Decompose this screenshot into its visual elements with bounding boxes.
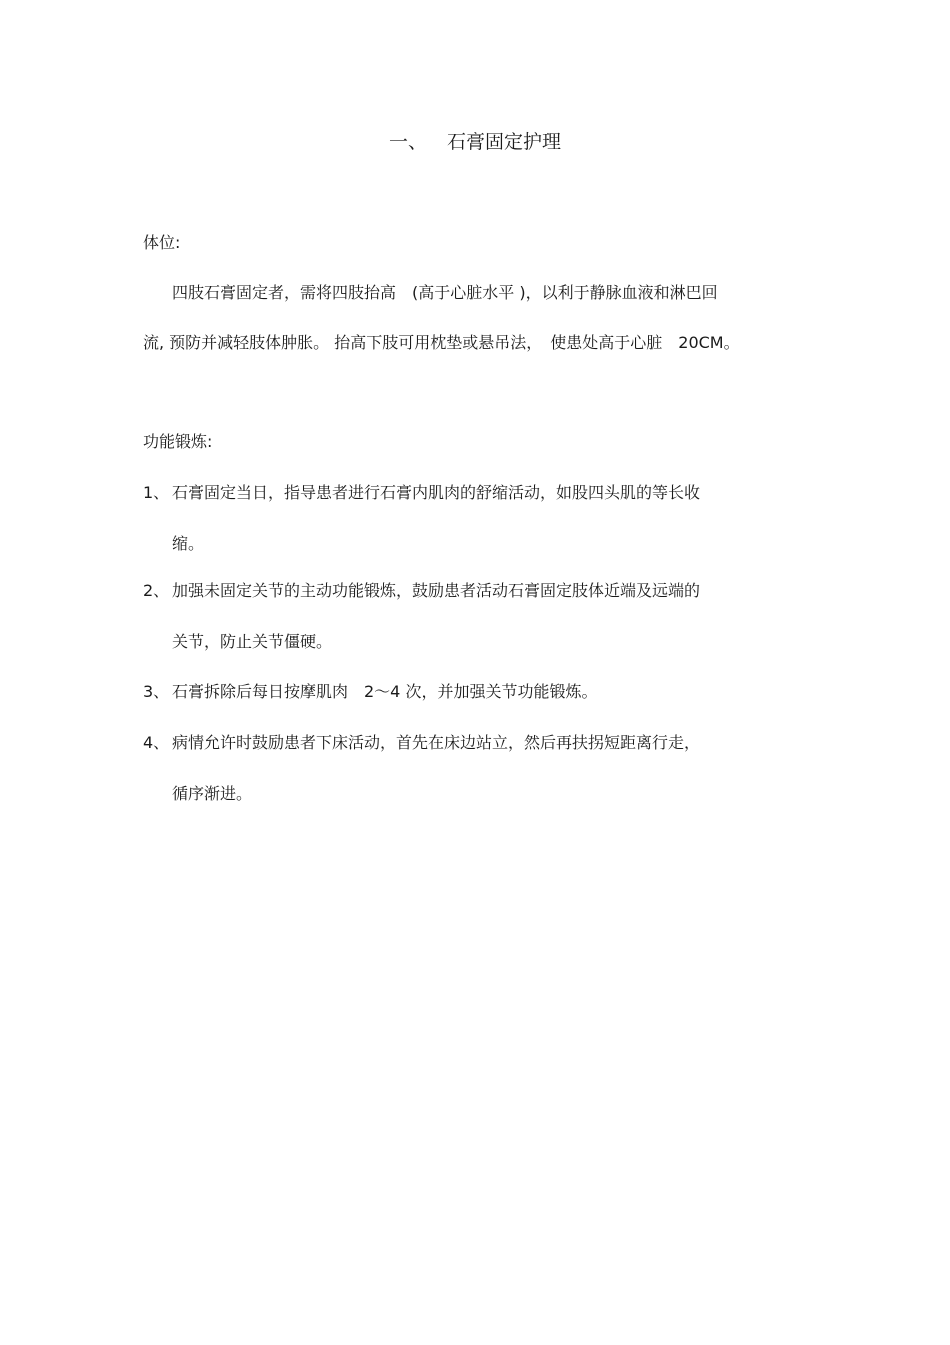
list-item-marker: 2、 — [143, 581, 170, 600]
title-number: 一、 — [388, 131, 427, 153]
list-item-marker: 3、 — [143, 682, 170, 701]
list-item — [143, 680, 823, 710]
list-item-line-2: 关节，防止关节僵硬。 — [172, 632, 333, 651]
position-paragraph-line-2: 流, 预防并减轻肢体肿胀。 抬高下肢可用枕垫或悬吊法， 使患处高于心脏 20CM。 — [143, 333, 740, 352]
list-item-marker: 1、 — [143, 483, 170, 502]
document-title — [0, 128, 950, 156]
position-paragraph — [143, 281, 823, 361]
position-paragraph-line-1: 四肢石膏固定者，需将四肢抬高 (高于心脏水平 )，以利于静脉血液和淋巴回 — [172, 283, 718, 302]
title-text: 石膏固定护理 — [446, 131, 561, 153]
list-item-line-2: 循序渐进。 — [172, 784, 253, 803]
list-item — [143, 731, 823, 811]
list-item — [143, 579, 823, 659]
section-heading-position: 体位: — [143, 233, 181, 252]
list-item-line-1: 石膏拆除后每日按摩肌肉 2～4 次，并加强关节功能锻炼。 — [172, 682, 598, 701]
list-item-marker: 4、 — [143, 733, 170, 752]
list-item-line-1: 石膏固定当日，指导患者进行石膏内肌肉的舒缩活动，如股四头肌的等长收 — [172, 483, 701, 502]
list-item-line-2: 缩。 — [172, 534, 205, 553]
section-heading-exercise: 功能锻炼: — [143, 432, 213, 451]
list-item-line-1: 加强未固定关节的主动功能锻炼，鼓励患者活动石膏固定肢体近端及远端的 — [172, 581, 701, 600]
list-item-line-1: 病情允许时鼓励患者下床活动，首先在床边站立，然后再扶拐短距离行走， — [172, 733, 701, 752]
list-item — [143, 481, 823, 561]
